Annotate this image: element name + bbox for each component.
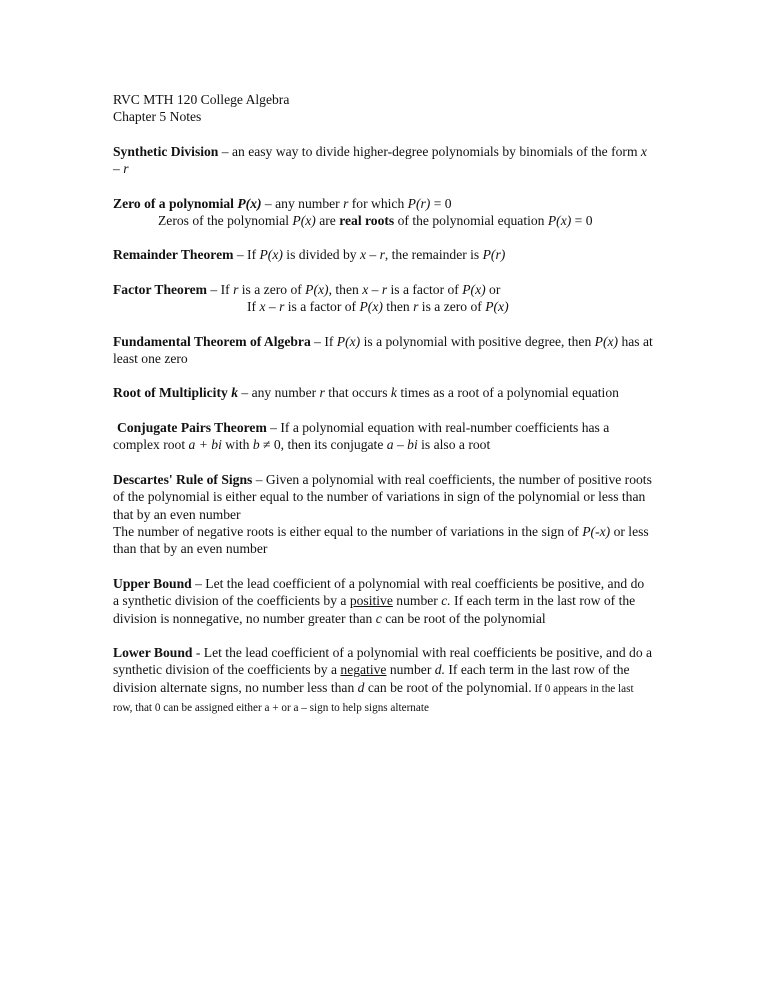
definition-text: is a polynomial with positive degree, then: [360, 333, 595, 349]
math-expression: k: [390, 385, 397, 401]
entry-lower-bound: [113, 644, 653, 718]
term-factor-theorem: Factor Theorem: [113, 281, 208, 297]
term-conjugate-pairs: Conjugate Pairs Theorem: [117, 419, 267, 435]
math-expression: x – r: [113, 143, 647, 177]
definition-text: – If: [310, 333, 337, 349]
term-zero-of-polynomial: Zero of a polynomial: [113, 195, 238, 211]
math-expression: P(x): [359, 299, 383, 315]
math-expression: P(-x): [582, 523, 611, 539]
math-expression: P(r): [407, 195, 431, 211]
entry-factor-theorem: [113, 281, 653, 316]
course-title: RVC MTH 120 College Algebra: [113, 92, 290, 107]
underlined-word: negative: [340, 662, 387, 678]
definition-text: is divided by: [282, 247, 360, 263]
definition-text: or less than that by an even number: [113, 523, 649, 557]
math-expression: b: [252, 437, 260, 453]
math-expression: r: [233, 281, 239, 297]
definition-text: – If: [207, 281, 234, 297]
definition-text: – If a polynomial equation with real-number coefficients has a complex root: [113, 419, 610, 453]
math-expression: r: [319, 385, 325, 401]
definition-text: that occurs: [324, 385, 391, 401]
definition-text: – Given a polynomial with real coefficients, the number of positive roots of the polynomial is either equal to the number of variations in sign of the polynomial or less than that by an even number: [113, 471, 652, 522]
definition-text: number: [392, 593, 442, 609]
definition-text: Zeros of the polynomial: [158, 213, 293, 229]
definition-text: – Let the lead coefficient of a polynomial with real coefficients be positive, and do a synthetic division of the coefficients by a: [113, 575, 645, 609]
entry-synthetic-division: [113, 143, 653, 178]
entry-fundamental-theorem: [113, 333, 653, 368]
entry-root-multiplicity: [113, 384, 653, 401]
definition-text: has at least one zero: [113, 333, 653, 367]
term-fundamental-theorem: Fundamental Theorem of Algebra: [113, 333, 311, 349]
definition-text: – any number: [237, 385, 320, 401]
definition-text: ≠ 0, then its conjugate: [259, 437, 387, 453]
math-expression: P(x): [336, 333, 361, 349]
definition-text: – If: [233, 247, 260, 263]
footnote-text: If 0 appears in the last row, that 0 can be assigned either a + or a – sign to help signs alternate: [113, 682, 634, 715]
definition-text: The number of negative roots is either equal to the number of variations in the sign of: [113, 523, 583, 539]
term-synthetic-division: Synthetic Division: [113, 143, 219, 159]
term-descartes-rule: Descartes' Rule of Signs: [113, 471, 253, 487]
definition-text: with: [221, 437, 253, 453]
definition-text: then: [382, 299, 414, 315]
definition-text: is also a root: [417, 437, 491, 453]
math-expression: a – bi: [386, 437, 418, 453]
definition-text: number: [386, 662, 435, 678]
definition-text: If: [247, 299, 260, 315]
math-expression: r: [343, 195, 349, 211]
chapter-title: Chapter 5 Notes: [113, 109, 202, 125]
definition-text: If each term in the last row of the division alternate signs, no number less than: [113, 662, 630, 695]
definition-text: , then: [328, 281, 363, 297]
math-expression: P(x): [237, 195, 262, 211]
term-upper-bound: Upper Bound: [113, 575, 192, 591]
definition-text: – any number: [261, 195, 344, 211]
math-expression: x – r: [362, 281, 388, 297]
definition-text: is a factor of: [284, 299, 360, 315]
bold-term: real roots: [339, 213, 395, 229]
underlined-word: positive: [349, 593, 393, 609]
math-expression: c.: [441, 593, 451, 609]
entry-conjugate-pairs: [113, 419, 653, 454]
math-expression: P(x): [305, 281, 329, 297]
math-expression: P(r): [482, 247, 506, 263]
math-expression: P(x): [547, 213, 572, 229]
document-page: [113, 91, 653, 735]
math-expression: r: [413, 299, 419, 315]
term-root-multiplicity: Root of Multiplicity: [113, 385, 232, 401]
math-expression: d: [357, 679, 365, 695]
math-expression: c: [375, 610, 382, 626]
definition-text: - Let the lead coefficient of a polynomial with real coefficients be positive, and do a synthetic division of the coefficients by a: [113, 644, 653, 678]
definition-text: of the polynomial equation: [394, 213, 548, 229]
definition-text: is a factor of: [387, 281, 463, 297]
term-lower-bound: Lower Bound: [113, 644, 193, 660]
math-expression: d.: [434, 662, 445, 678]
math-expression: P(x): [292, 213, 316, 229]
definition-text: for which: [348, 195, 408, 211]
definition-text: are: [315, 213, 340, 229]
definition-text: or: [485, 281, 501, 297]
definition-text: If each term in the last row of the division is nonnegative, no number greater than: [113, 593, 636, 626]
entry-descartes-rule: [113, 471, 653, 558]
math-expression: x – r: [259, 299, 285, 315]
math-expression: P(x): [259, 247, 283, 263]
entry-remainder-theorem: [113, 246, 653, 263]
math-expression: k: [231, 385, 238, 401]
document-header: [113, 91, 653, 126]
math-expression: a + bi: [188, 437, 222, 453]
math-expression: P(x): [594, 333, 619, 349]
definition-text: = 0: [430, 195, 452, 211]
entry-upper-bound: [113, 575, 653, 627]
definition-text: times as a root of a polynomial equation: [396, 385, 619, 401]
math-expression: P(x): [485, 299, 509, 315]
entry-zero-of-polynomial: [113, 195, 653, 230]
definition-text: , the remainder is: [384, 247, 483, 263]
definition-text: is a zero of: [418, 299, 486, 315]
definition-text: can be root of the polynomial: [381, 610, 546, 626]
term-remainder-theorem: Remainder Theorem: [113, 247, 234, 263]
definition-text: – an easy way to divide higher-degree polynomials by binomials of the form: [218, 143, 641, 159]
definition-text: = 0: [571, 213, 593, 229]
definition-text: can be root of the polynomial.: [364, 679, 532, 695]
definition-text: is a zero of: [238, 281, 306, 297]
math-expression: P(x): [462, 281, 486, 297]
math-expression: x – r: [359, 247, 385, 263]
